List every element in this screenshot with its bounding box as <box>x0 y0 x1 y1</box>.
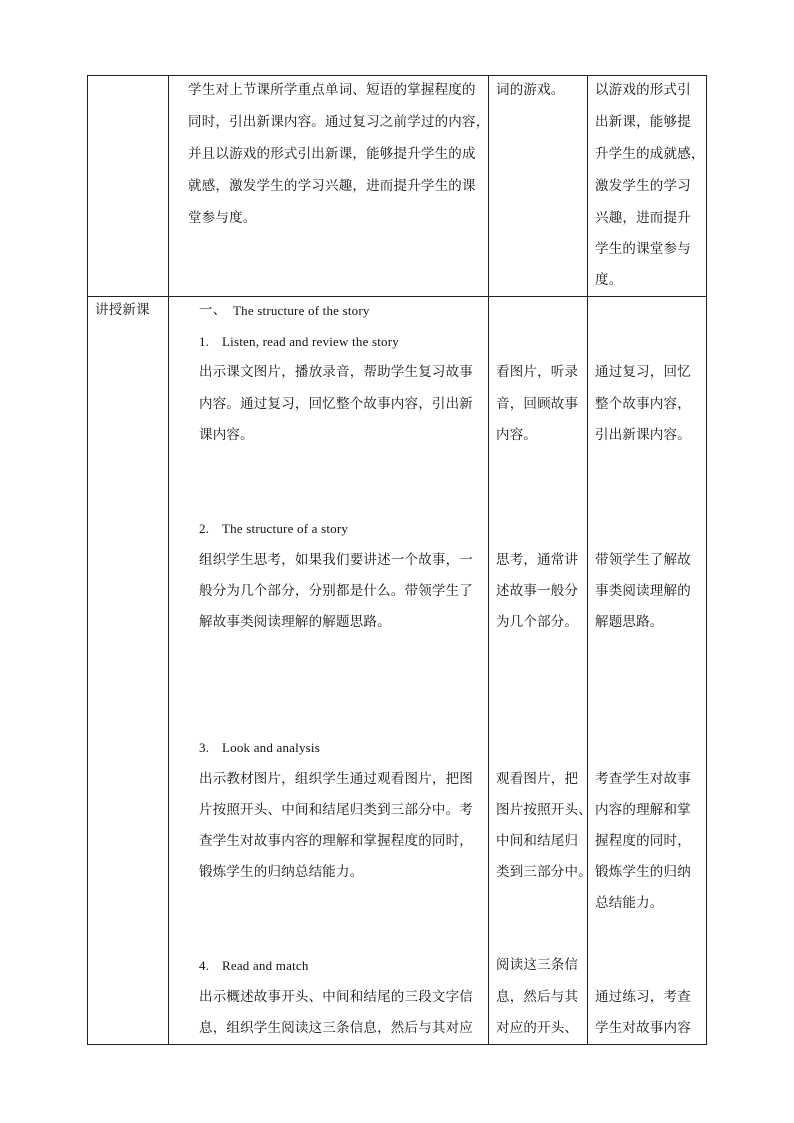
text-line: 课内容。 <box>199 427 254 443</box>
text-line: 片按照开头、中间和结尾归类到三部分中。考 <box>199 802 473 818</box>
text-line: 般分为几个部分，分别都是什么。带领学生了 <box>199 583 473 599</box>
text-line: 度。 <box>595 272 623 288</box>
step-title: Listen, read and review the story <box>222 334 399 349</box>
section-number: 一、 <box>199 302 227 318</box>
text-line: 堂参与度。 <box>188 210 257 226</box>
step-title: Look and analysis <box>222 740 320 755</box>
text-line: 内容的理解和掌 <box>595 802 691 818</box>
text-line: 同时，引出新课内容。通过复习之前学过的内容， <box>188 114 490 130</box>
text-line: 握程度的同时， <box>595 833 691 849</box>
stage-label: 讲授新课 <box>95 302 150 318</box>
step-number: 3. <box>199 740 210 755</box>
text-line: 以游戏的形式引 <box>595 82 691 98</box>
text-line: 查学生对故事内容的理解和掌握程度的同时， <box>199 833 473 849</box>
step-number: 4. <box>199 958 210 973</box>
text-line: 思考，通常讲 <box>496 552 579 568</box>
text-line: 考查学生对故事 <box>595 771 691 787</box>
text-line: 解故事类阅读理解的解题思路。 <box>199 614 391 630</box>
column-divider-1 <box>168 75 169 1045</box>
text-line: 内容。通过复习，回忆整个故事内容，引出新 <box>199 396 473 412</box>
text-line: 出新课，能够提 <box>595 114 691 130</box>
text-line: 带领学生了解故 <box>595 552 691 568</box>
section-title: The structure of the story <box>233 303 370 318</box>
text-line: 锻炼学生的归纳 <box>595 864 691 880</box>
column-divider-3 <box>587 75 588 1045</box>
text-line: 内容。 <box>496 427 538 443</box>
text-line: 引出新课内容。 <box>595 427 691 443</box>
text-line: 升学生的成就感， <box>595 146 705 162</box>
text-line: 组织学生思考，如果我们要讲述一个故事，一 <box>199 552 473 568</box>
text-line: 通过复习，回忆 <box>595 364 691 380</box>
text-line: 为几个部分。 <box>496 614 579 630</box>
text-line: 出示教材图片，组织学生通过观看图片，把图 <box>199 771 473 787</box>
table-right-border <box>706 75 707 1045</box>
column-divider-2 <box>488 75 489 1045</box>
text-line: 对应的开头、 <box>496 1020 579 1036</box>
text-line: 息，然后与其 <box>496 989 579 1005</box>
text-line: 出示概述故事开头、中间和结尾的三段文字信 <box>199 989 473 1005</box>
text-line: 总结能力。 <box>595 895 664 911</box>
text-line: 述故事一般分 <box>496 583 579 599</box>
text-line: 学生对故事内容 <box>595 1020 691 1036</box>
step-number: 2. <box>199 521 210 536</box>
text-line: 看图片，听录 <box>496 364 579 380</box>
text-line: 音，回顾故事 <box>496 396 579 412</box>
text-line: 就感，激发学生的学习兴趣，进而提升学生的课 <box>188 178 476 194</box>
text-line: 词的游戏。 <box>496 82 565 98</box>
text-line: 并且以游戏的形式引出新课，能够提升学生的成 <box>188 146 476 162</box>
text-line: 学生对上节课所学重点单词、短语的掌握程度的 <box>188 82 476 98</box>
text-line: 兴趣，进而提升 <box>595 210 691 226</box>
text-line: 出示课文图片，播放录音，帮助学生复习故事 <box>199 364 473 380</box>
step-title: The structure of a story <box>222 521 349 536</box>
text-line: 解题思路。 <box>595 614 664 630</box>
text-line: 息，组织学生阅读这三条信息，然后与其对应 <box>199 1020 473 1036</box>
step-number: 1. <box>199 334 210 349</box>
text-line: 图片按照开头、 <box>496 802 592 818</box>
text-line: 通过练习，考查 <box>595 989 691 1005</box>
text-line: 事类阅读理解的 <box>595 583 691 599</box>
step-title: Read and match <box>222 958 309 973</box>
text-line: 观看图片，把 <box>496 771 579 787</box>
text-line: 整个故事内容， <box>595 396 691 412</box>
text-line: 锻炼学生的归纳总结能力。 <box>199 864 364 880</box>
text-line: 激发学生的学习 <box>595 178 691 194</box>
text-line: 阅读这三条信 <box>496 957 579 973</box>
table-left-border <box>87 75 88 1045</box>
text-line: 学生的课堂参与 <box>595 241 691 257</box>
text-line: 中间和结尾归 <box>496 833 579 849</box>
text-line: 类到三部分中。 <box>496 864 592 880</box>
